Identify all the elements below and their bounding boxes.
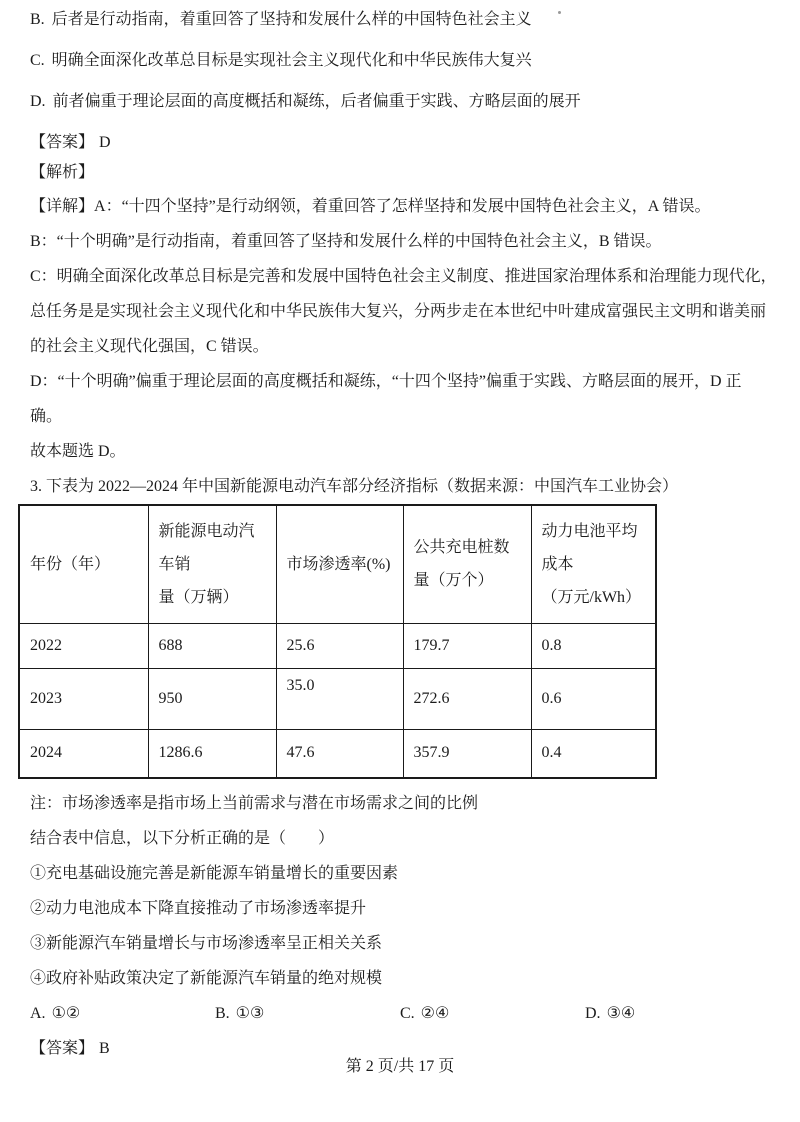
q3-table-row-2022 <box>19 623 656 668</box>
q3-answer-label: 【答案】 <box>30 1040 95 1057</box>
q2-analysis-label-line <box>30 162 778 184</box>
q2-detail-label: 【详解】 <box>30 198 95 215</box>
q3-choice-b-text: ①③ <box>235 1005 265 1022</box>
q3-col-header-chargers-line1: 公共充电桩数 <box>413 539 510 557</box>
q3-cell-2022-battery: 0.8 <box>531 623 656 668</box>
q3-col-header-year-text: 年份（年） <box>30 555 111 573</box>
q3-cell-2024-penetration: 47.6 <box>276 729 403 778</box>
q3-prompt: 结合表中信息，以下分析正确的是（ ） <box>30 830 335 847</box>
q3-col-header-battery-line2: 成本 <box>541 555 574 573</box>
q3-cell-2023-sales: 950 <box>148 668 276 729</box>
q2-option-b-label: B. <box>30 11 45 28</box>
q3-col-header-battery-line3: （万元/kWh） <box>541 588 642 606</box>
q2-option-b <box>30 9 778 31</box>
q2-option-c-text: 明确全面深化改革总目标是实现社会主义现代化和中华民族伟大复兴 <box>51 52 532 69</box>
q3-cell-2022-penetration: 25.6 <box>276 623 403 668</box>
q3-choice-d-label: D. <box>585 1005 601 1022</box>
q3-choice-c <box>400 1003 585 1025</box>
q3-table-row-2024 <box>19 729 656 778</box>
q2-option-d-text: 前者偏重于理论层面的高度概括和凝练，后者偏重于实践、方略层面的展开 <box>52 93 581 110</box>
q3-cell-2023-chargers: 272.6 <box>403 668 531 729</box>
q2-detail-line-6: D：“十个明确”偏重于理论层面的高度概括和凝练，“十四个坚持”偏重于实践、方略层面的展开，D 正 <box>30 373 742 390</box>
q3-col-header-penetration <box>276 505 403 623</box>
q3-col-header-battery-line1: 动力电池平均 <box>541 522 638 540</box>
q3-col-header-battery <box>531 505 656 623</box>
q3-choice-b-label: B. <box>215 1005 230 1022</box>
q2-detail-line-5: 的社会主义现代化强国，C 错误。 <box>30 338 269 355</box>
q3-choice-c-label: C. <box>400 1005 415 1022</box>
q2-detail-line-7: 确。 <box>30 408 63 425</box>
q3-choice-d-text: ③④ <box>606 1005 636 1022</box>
q3-choices-row <box>30 1003 778 1025</box>
q3-col-header-year <box>19 505 148 623</box>
q3-cell-2024-sales: 1286.6 <box>148 729 276 778</box>
q3-choice-c-text: ②④ <box>420 1005 450 1022</box>
q2-conclusion: 故本题选 D。 <box>30 443 126 460</box>
q2-detail-line-1 <box>30 196 778 218</box>
q3-choice-a-text: ①② <box>51 1005 81 1022</box>
q3-answer-value: B <box>99 1040 110 1057</box>
q3-statement-3: ③新能源汽车销量增长与市场渗透率呈正相关关系 <box>30 935 383 952</box>
q2-option-c-label: C. <box>30 52 45 69</box>
q3-cell-2023-penetration: 35.0 <box>276 668 403 729</box>
q3-col-header-chargers <box>403 505 531 623</box>
q3-cell-2023-battery: 0.6 <box>531 668 656 729</box>
q3-table-header-row <box>19 505 656 623</box>
q3-col-header-sales-line2: 车销 <box>158 555 191 573</box>
q3-col-header-chargers-line2: 量（万个） <box>413 572 494 590</box>
q3-col-header-penetration-text: 市场渗透率(%) <box>286 555 391 573</box>
q3-stem: 3. 下表为 2022—2024 年中国新能源电动汽车部分经济指标（数据来源：中国汽车工业协会） <box>30 478 679 495</box>
q3-choice-b <box>215 1003 400 1025</box>
q2-detail-line-3: C：明确全面深化改革总目标是完善和发展中国特色社会主义制度、推进国家治理体系和治理能力现代化， <box>30 268 777 285</box>
q2-detail-line-4: 总任务是是实现社会主义现代化和中华民族伟大复兴，分两步走在本世纪中叶建成富强民主文明和谐美丽 <box>30 303 767 320</box>
q3-cell-2022-year: 2022 <box>19 623 148 668</box>
q3-statement-2: ②动力电池成本下降直接推动了市场渗透率提升 <box>30 900 367 917</box>
q2-detail-line-2: B：“十个明确”是行动指南，着重回答了坚持和发展什么样的中国特色社会主义，B 错误。 <box>30 233 662 250</box>
q3-cell-2023-year: 2023 <box>19 668 148 729</box>
q3-cell-2022-sales: 688 <box>148 623 276 668</box>
q3-note: 注：市场渗透率是指市场上当前需求与潜在市场需求之间的比例 <box>30 795 479 812</box>
page-footer: 第 2 页/共 17 页 <box>345 1058 455 1075</box>
q2-option-d <box>30 91 778 113</box>
q2-answer-line <box>30 132 778 154</box>
q2-answer-value: D <box>99 134 111 151</box>
q3-statement-1: ①充电基础设施完善是新能源车销量增长的重要因素 <box>30 865 399 882</box>
q3-cell-2024-battery: 0.4 <box>531 729 656 778</box>
q3-statement-4: ④政府补贴政策决定了新能源汽车销量的绝对规模 <box>30 970 383 987</box>
q2-analysis-label: 【解析】 <box>30 164 95 181</box>
q3-col-header-sales-line3: 量（万辆） <box>158 588 239 606</box>
q3-cell-2022-chargers: 179.7 <box>403 623 531 668</box>
q2-option-d-label: D. <box>30 93 46 110</box>
q2-option-b-text: 后者是行动指南，着重回答了坚持和发展什么样的中国特色社会主义 <box>51 11 532 28</box>
q3-cell-2024-year: 2024 <box>19 729 148 778</box>
q2-option-c <box>30 50 778 72</box>
q3-cell-2024-chargers: 357.9 <box>403 729 531 778</box>
document-content <box>30 9 778 1073</box>
q3-data-table <box>18 504 657 779</box>
q3-choice-d <box>585 1003 635 1025</box>
q3-table-row-2023 <box>19 668 656 729</box>
q2-detail-text-1: A：“十四个坚持”是行动纲领，着重回答了怎样坚持和发展中国特色社会主义，A 错误。 <box>94 198 711 215</box>
q2-answer-label: 【答案】 <box>30 134 95 151</box>
q3-col-header-sales <box>148 505 276 623</box>
q3-choice-a-label: A. <box>30 1005 46 1022</box>
q3-col-header-sales-line1: 新能源电动汽 <box>158 522 255 540</box>
q3-choice-a <box>30 1003 215 1025</box>
